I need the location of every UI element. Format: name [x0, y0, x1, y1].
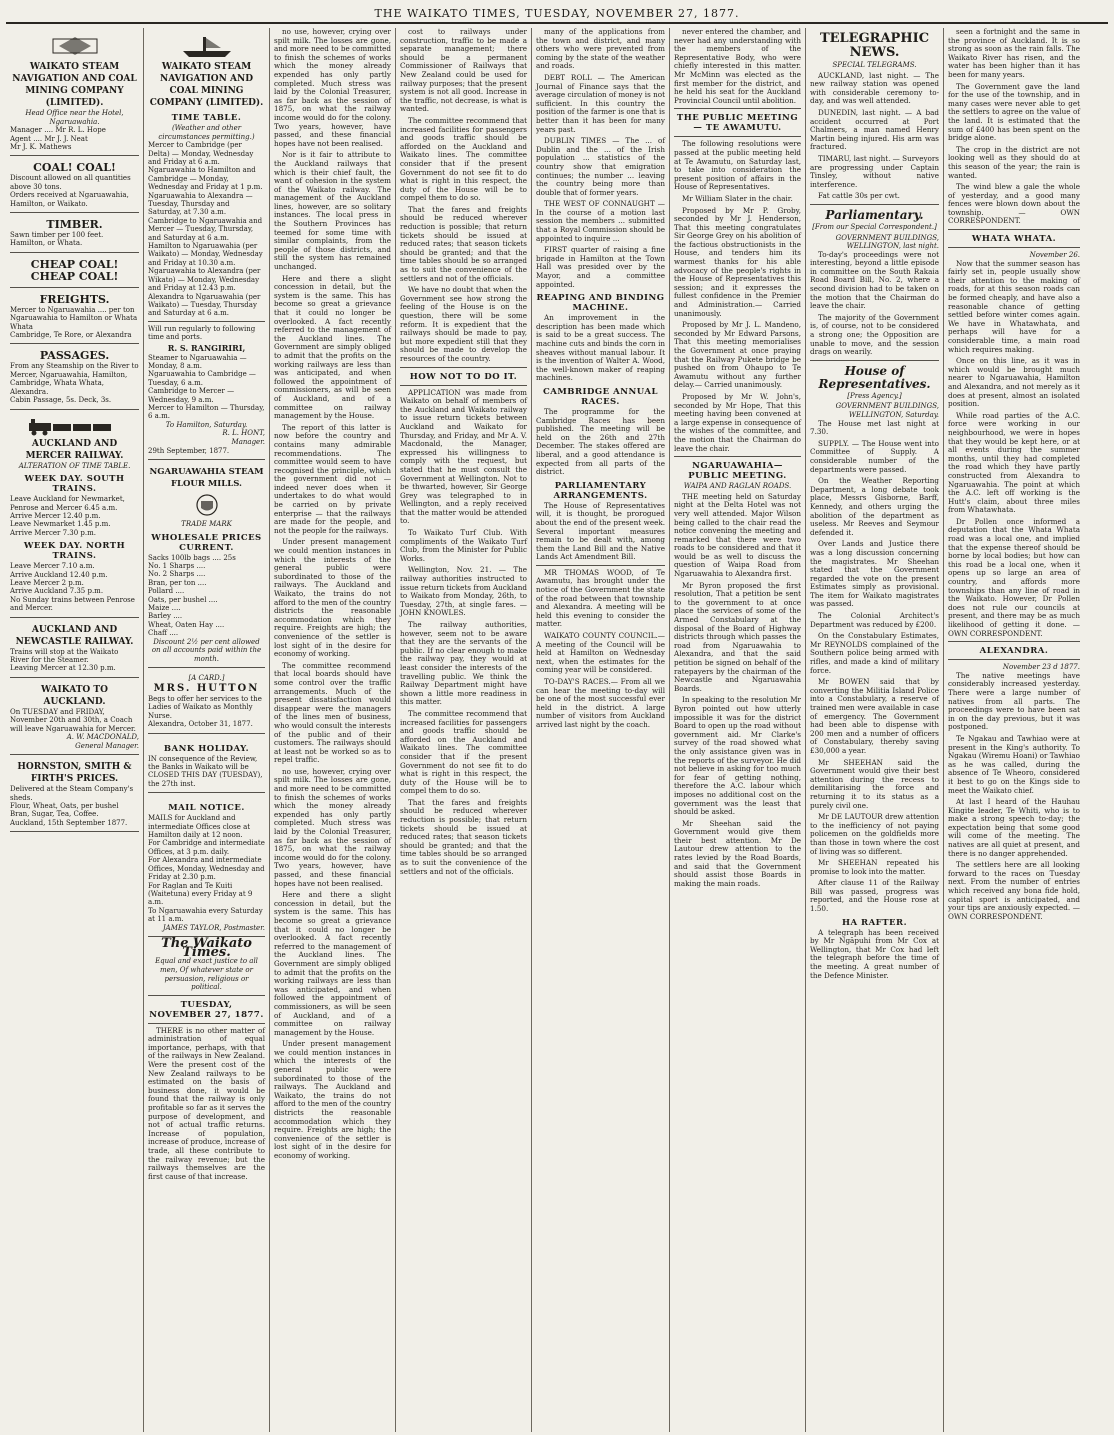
rafter-heading: HA RAFTER. [841, 917, 908, 928]
passage-line: Cabin Passage, 5s. Deck, 3s. [10, 396, 112, 405]
price-line: Chaff .... [148, 629, 179, 638]
news-paragraph: DEBT ROLL — The American Journal of Finance says that the average circulation of money is not sufficient. In this country the position of the farmer is one that is better than it has been for many years past. [536, 72, 665, 134]
nav-title: WAIKATO STEAM NAVIGATION AND COAL MINING COMPANY (LIMITED). [149, 62, 264, 108]
card-label: [A CARD.] [188, 674, 225, 683]
column-7 [806, 28, 944, 1432]
news-paragraph: many of the applications from the town and district, and many others who were prevented from coming by the state of the weather and roads. [536, 28, 665, 71]
column-5 [532, 28, 670, 1432]
news-paragraph: The House met last night at 7.30. [810, 418, 939, 437]
news-paragraph: Mr DE LAUTOUR drew attention to the inefficiency of not paying policemen on the goldfields more than those in town where the cost of living was so different. [810, 812, 939, 856]
price-line: Maize .... [148, 604, 181, 612]
railway-ad [10, 413, 139, 618]
train-line: Arrive Auckland 12.40 p.m. [10, 570, 108, 579]
news-paragraph: Mr Sheehan said the Government would give them their best attention. Mr De Lautour drew attention to the rates levied by the Road Boards, and said that the Government should assist those Boards in making the main roads. [674, 818, 801, 888]
timetable-line: Ngaruawahia to Alexandra — Tuesday, Thursday and Saturday, at 7.30 a.m. [148, 191, 253, 217]
wholesale-heading: WHOLESALE PRICES CURRENT. [151, 532, 262, 553]
mail-line: For Raglan and Te Kuiti (Waitetuna) every Friday at 9 a.m. [148, 881, 253, 907]
price-line: Pollard .... [148, 587, 185, 596]
train-line: Arrive Auckland 7.35 p.m. [10, 587, 104, 596]
news-paragraph: seen a fortnight and the same in the province of Auckland. It is so strong as soon as the rain falls. The Waikato River has risen, and the water has been higher than it has been for many years. [948, 28, 1080, 79]
editorial-paragraph: no use, however, crying over spilt milk. The losses are gone, and more need to be committed to finish the schemes of works which the money already expended has only partly completed. Much stress was laid by the Colonial Treasurer, as far back as the session of 1875, on what the railway income would do for the colony. Two years, however, have passed, and these financial hopes have not been realised. [274, 28, 391, 148]
weekday-north-heading: WEEK DAY. NORTH TRAINS. [23, 541, 126, 562]
public-meeting-heading: THE PUBLIC MEETING— TE AWAMUTU. [676, 113, 799, 134]
railway-sub: ALTERATION OF TIME TABLE. [18, 461, 131, 470]
freight-title: FREIGHTS. [39, 292, 110, 306]
steam-nav-line: Mr J. K. Mathews [10, 143, 72, 151]
price-line: Wheat, Oaten Hay .... [148, 620, 225, 629]
timetable-ad [148, 28, 265, 460]
price-line: No. 1 Sharps .... [148, 561, 206, 570]
price-line: Barley .... [148, 612, 183, 621]
trade-mark: TRADE MARK [181, 519, 232, 528]
news-paragraph: While road parties of the A.C. force were working in our neighbourhood, we were in hopes that they would be kept here, or at all events during the summer months, until they had completed the road which they have partly constructed from Alexandra to Ngaruawahia. The point at which the A.C. left off working is the Hutt's claim, about three miles from Whatawhata. [948, 410, 1080, 515]
price-line: Sacks 100lb bags .... 25s [148, 553, 236, 562]
news-paragraph: TO-DAY'S RACES.— From all we can hear the meeting to-day will be one of the most successful ever held in the district. A large number of visitors from Auckland arrived last night by the coach. [536, 677, 665, 729]
column-3 [270, 28, 396, 1432]
article-paragraph: To Waikato Turf Club. With compliments of the Waikato Turf Club, from the Minister for Public Works. [400, 528, 527, 563]
parliamentary-subheading: [From our Special Correspondent.] [812, 222, 937, 231]
hutton-line: Begs to offer her services to the Ladies of Waikato as Monthly Nurse. [148, 695, 262, 720]
dateline: WELLINGTON, last night. [846, 242, 939, 251]
route-line: Ngaruawahia to Cambridge — Tuesday, 6 a.m. [148, 370, 256, 387]
resolution: Proposed by Mr P. Groby, seconded by Mr J. Henderson, That this meeting congratulates Sir George Grey on his abolition of the factious obstructionists in the House, and tenders him its warmest thanks for his able advocacy of the people's rights in the House of Representatives this session; and it expresses the fullest confidence in the Premier and Administration.— Carried unanimously. [674, 205, 801, 318]
train-line: Leave Mercer 7.10 a.m. [10, 562, 95, 571]
news-paragraph: Mr SHEEHAN said the Government would give their best attention during the recess to demilitarising the force and returning it to its status as a purely civil one. [810, 757, 939, 810]
news-paragraph: On the Weather Reporting Department, a long debate took place, Messrs Gisborne, Barff, Kennedy, and others urging the abolition of the department as useless. Mr Reeves and Seymour defended it. [810, 476, 939, 537]
mail-signature: JAMES TAYLOR, Postmaster. [162, 923, 265, 932]
flour-title: NGARUAWAHIA STEAM FLOUR MILLS. [149, 466, 264, 489]
article-paragraph: The railway authorities, however, seem not to be aware that they are the servants of the public. If no clear enough to make the railway pay, they would at least consider the interests of the travelling public. We think the Railway Department might have shown a little more readiness in this matter. [400, 620, 527, 707]
timetable-title: TIME TABLE. [171, 113, 242, 123]
news-paragraph: MR THOMAS WOOD, of Te Awamutu, has brought under the notice of the Government the state of the road between that township and Alexandra. A meeting will be held this evening to consider the matter. [536, 567, 665, 629]
hamilton-note: To Hamilton, Saturday. [165, 420, 248, 429]
newcastle-line: Leaving Mercer at 12.30 p.m. [10, 664, 116, 673]
price-line: Oats, per bushel .... [148, 595, 218, 604]
route-line: Steamer to Ngaruawahia — Monday, 8 a.m. [148, 353, 247, 370]
news-paragraph: The House of Representatives will, it is thought, be prorogued about the end of the present week. Several important measures remain to be dealt with, among them the Land Bill and the Native Lands Act Amendment Bill. [536, 500, 665, 562]
article-paragraph: The committee recommend that increased facilities for passengers and goods traffic should be afforded on the Auckland and Waikato lines. The committee consider that if the present Government do not see fit to do what is right in this respect, the duty of the House will be to compel them to do so. [400, 115, 527, 203]
bank-title: BANK HOLIDAY. [163, 743, 250, 754]
hornston-line: Delivered at the Steam Company's sheds. [10, 785, 134, 802]
alexandra-heading: ALEXANDRA. [979, 646, 1049, 657]
crest-icon [45, 33, 105, 59]
news-paragraph: Dr Pollen once informed a deputation that the Whata Whata road was a local one, and implied that the expense thereof should be borne by local bodies; but how can this road be a local one, when it opens up so large an area of country, and affords more townships than any line of road in the Waikato. However, Dr Pollen does not rule our councils at present, and there may be as much likelihood of getting it done. — OWN CORRESPONDENT. [948, 516, 1080, 638]
column-2 [144, 28, 270, 1432]
timber-ad [10, 216, 139, 253]
ngaruawahia-meeting-heading: NGARUAWAHIA—PUBLIC MEETING. [688, 461, 787, 482]
route-line: Mercer to Hamilton — Thursday, 6 a.m. [148, 403, 265, 421]
manager-date: 29th September, 1877. [148, 446, 230, 455]
article-paragraph: That the fares and freights should be reduced wherever reduction is possible; that return tickets should be issued at reduced rates; that season tickets should be granted; and that the time tables should be so arranged as to suit the convenience of the settlers and not of the officials. [400, 204, 527, 283]
article-paragraph: That the fares and freights should be reduced wherever reduction is possible; that return tickets should be issued at reduced rates; that season tickets should be granted; and that the time tables should be so arranged as to suit the convenience of the settlers and not of the officials. [400, 797, 527, 876]
newcastle-ad [10, 621, 139, 678]
column-1 [6, 28, 144, 1432]
hornston-line: Flour, Wheat, Oats, per bushel [10, 802, 119, 810]
train-line: Arrive Mercer 7.30 p.m. [10, 528, 96, 537]
column-4 [396, 28, 532, 1432]
timetable-line: Mercer to Cambridge (per Delta) — Monday, Wednesday and Friday at 6 a.m. [148, 141, 254, 166]
hornston-line: Auckland, 15th September 1877. [10, 818, 128, 827]
hutton-line: Alexandra, October 31, 1877. [148, 720, 253, 729]
to-auckland-line: On TUESDAY and FRIDAY, November 20th and 30th, a Coach will leave Ngaruawahia for Mercer. [10, 707, 136, 733]
ship-icon [177, 33, 237, 59]
timetable-line: Ngaruawahia to Alexandra (per Wikato) — Monday, Wednesday and Friday at 12.43 p.m. [148, 267, 261, 293]
dateline: November 26. [1029, 251, 1080, 260]
coal-ad [10, 159, 139, 213]
news-paragraph: Mr BOWEN said that by converting the Militia Island Police into a Constabulary, a reserve of trained men were available in case of emergency. The Government had been able to dispense with 200 men and a number of officers of Constabulary, thereby saving £30,000 a year. [810, 677, 939, 755]
news-paragraph: After clause 11 of the Railway Bill was passed, progress was reported, and the House rose at 1.50. [810, 878, 939, 914]
telegram: TIMARU, last night. — Surveyors are progressing under Captain Tinsley, without native interference. [810, 153, 939, 189]
steam-nav-ad [10, 28, 139, 156]
waipa-subheading: WAIPA AND RAGLAN ROADS. [683, 482, 792, 491]
news-paragraph: DUBLIN TIMES — The ... of Dublin and the ... of the Irish population ... statistics of the country show that emigration continues; the number ... leaving the country being more than double that of former years. [536, 136, 665, 197]
masthead: THE WAIKATO TIMES, TUESDAY, NOVEMBER 27, 1877. [6, 6, 1108, 24]
timetable-line: Cambridge to Ngaruawahia and Mercer — Tuesday, Thursday, and Saturday at 6 a.m. [148, 216, 263, 242]
timetable-line: Ngaruawahia to Hamilton and Cambridge — Monday, Wednesday and Friday at 1 p.m. [148, 166, 263, 192]
paper-motto: Equal and exact justice to all men, Of whatever state or persuasion, religious or political. [155, 957, 258, 992]
editorial-paragraph: Under present management we could mention instances in which the interests of the general public were subordinated to those of the railways. The Auckland and Waikato, the trains do not afford to the men of the country districts the reasonable accommodation which they require. Freights are high; the convenience of the settler is lost sight of in the desire for economy of working. [274, 1039, 391, 1160]
steam-nav-title: WAIKATO STEAM NAVIGATION AND COAL MINING COMPANY (LIMITED). [12, 62, 137, 108]
macdonald-role: General Manager. [75, 741, 139, 750]
editorial-paragraph: The committee recommend that local boards should have some control over the traffic arrangements. Much of the present dissatisfaction would disappear were the managers of the lines men of business, who would consult the interests of the public and of their customers. The railways should at least not be worked so as to repel traffic. [274, 660, 391, 765]
newcastle-line: Trains will stop at the Waikato River for the Steamer. [10, 647, 119, 664]
news-paragraph: Once on this line, as it was in which would be brought much nearer to Ngaruawahia, Hamilton and Alexandra, and not merely as it does at present, almost an isolated position. [948, 356, 1080, 409]
royal-arms-icon [177, 492, 237, 518]
resolution: Proposed by Mr W. John's, seconded by Mr Hope, That this meeting having been convened at a large expense in consequence of the wishes of the committee, and the motion that the Chairman do leave the chair. [674, 391, 801, 453]
dateline: GOVERNMENT BUILDINGS, [835, 233, 939, 242]
editorial-paragraph: Under present management we could mention instances in which the interests of the general public were subordinated to those of the railways. The Auckland and Waikato, the trains do not afford to the men of the country districts the reasonable accommodation which they require. Freights are high; the convenience of the settler is lost sight of in the desire for economy of working. [274, 537, 391, 659]
train-line: Leave Newmarket 1.45 p.m. [10, 520, 111, 529]
coal-line: Orders received at Ngaruawahia, Hamilton, or Waikato. [10, 191, 129, 208]
news-paragraph: THE meeting held on Saturday night at the Delta Hotel was not very well attended. Major Wilson being called to the chair read the notice convening the meeting and remarked that there were two roads to be considered and that it would be as well to discuss the question of Waipa Road from Ngaruawahia to Alexandra first. [674, 491, 801, 579]
train-line: Leave Auckland for Newmarket, Penrose and Mercer 6.45 a.m. [10, 495, 125, 512]
mail-notice [148, 796, 265, 937]
train-icon [25, 418, 125, 436]
editorial-paragraph: no use, however, crying over spilt milk. The losses are gone, and more need to be committed to finish the schemes of works which the money already expended has only partly completed. Much stress was laid by the Colonial Treasurer, as far back as the session of 1875, on what the railway income would do for the colony. Two years, however, have passed, and these financial hopes have not been realised. [274, 766, 391, 888]
to-auckland-ad [10, 681, 139, 755]
news-paragraph: The Government gave the land for the use of the township, and in many cases were never able to get the settlers to agree on the value of the land. It is estimated that the sum of £400 has been spent on the bridge alone. [948, 81, 1080, 143]
article-paragraph: Wellington, Nov. 21. — The railway authorities instructed to issue return tickets from Auckland to Waikato from Monday, 26th, to Tuesday, 27th, at single fares. — JOHN KNOWLES. [400, 565, 527, 618]
hornston-title: HORNSTON, SMITH & FIRTH'S PRICES. [17, 762, 132, 785]
editorial-paragraph: The report of this latter is now before the country and contains many admirable recommendations. The committee would seem to have recognised the principle, which the government did not — indeed never does when it undertakes to do what would be carried on by private enterprise — that the railways are made for the people, and not the people for the railways. [274, 422, 391, 535]
steam-nav-line: Agent .... Mr J. J. Neat [10, 134, 88, 143]
rangiriri-name: R. S. RANGIRIRI, [167, 342, 246, 353]
mail-line: For Cambridge and intermediate Offices, at 3 p.m. daily. [148, 839, 265, 856]
resolution: Mr William Slater in the chair. [682, 193, 793, 203]
news-paragraph: The native meetings have considerably increased yesterday. There were a large number of natives from all parts. The proceedings were to have been sat in on the day previous, but it was postponed. [948, 670, 1080, 732]
steam-nav-office: Head Office near the Hotel, Ngaruawahia. [25, 109, 124, 126]
route-line: Cambridge to Mercer — Wednesday, 9 a.m. [148, 387, 235, 404]
press-agency: [Press Agency.] [847, 391, 902, 400]
steam-nav-line: Manager .... Mr R. L. Hope [10, 126, 106, 135]
article-paragraph: APPLICATION was made from Waikato on behalf of members of the Auckland and Waikato railway to issue return tickets between Auckland and Waikato for Thursday, and Friday, and Mr A. V. Macdonald, the Manager, expressed his willingness to comply with the request, but stated that he must consult the Government at Wellington. Not to be thwarted, however, Sir George Grey was telegraphed to in Wellington, and a reply received that the matter would be attended to. [400, 387, 527, 526]
news-paragraph: At last I heard of the Hauhau Kingite leader, Te Whiti, who is to make a strong speech to-day; the expectation being that some good will come of the meeting. The natives are all quiet at present, and there is no danger apprehended. [948, 797, 1080, 858]
railway-title: AUCKLAND AND MERCER RAILWAY. [25, 438, 124, 461]
news-paragraph: SUPPLY. — The House went into Committee of Supply. A considerable number of the departments were passed. [810, 438, 939, 474]
news-paragraph: FIRST quarter of raising a fine brigade in Hamilton at the Town Hall was presided over by the Mayor, and a committee appointed. [536, 245, 665, 289]
news-paragraph: The following resolutions were passed at the public meeting held at Te Awamutu, on Saturday last, to take into consideration the present position of affairs in the House of Representatives. [674, 139, 801, 192]
dateline: November 23 d 1877. [1002, 663, 1080, 672]
news-paragraph: Mr Byron proposed the first resolution, That a petition be sent to the government to at once place the services of some of the Armed Constabulary at the disposal of the Board of Highway districts through which passes the road from Ngaruawahia to Alexandra, and that the said petition be signed on behalf of the ratepayers by the chairman of the Newcastle and Ngaruawahia Boards. [674, 580, 801, 693]
news-paragraph: WAIKATO COUNTY COUNCIL.— A meeting of the Council will be held at Hamilton on Wednesday next, when the estimates for the coming year will be considered. [536, 631, 665, 675]
timber-line: Hamilton, or Whata. [10, 239, 83, 248]
news-paragraph: The Colonial Architect's Department was reduced by £200. [810, 611, 939, 629]
column-6 [670, 28, 806, 1432]
article-paragraph: cost to railways under construction, traffic to be made a separate management; there should be a permanent Commissioner of Railways that New Zealand could be used for railway purposes; that the present system is not all good. Increase in the traffic, not decrease, is what is wanted. [400, 28, 527, 114]
manager-name: R. L. HONT, [222, 429, 265, 438]
bank-text: IN consequence of the Review, the Banks in Waikato will be CLOSED THIS DAY (TUESDAY), the 27th inst. [148, 754, 263, 788]
timber-title: TIMBER. [46, 218, 103, 232]
news-paragraph: The settlers here are all looking forward to the races on Tuesday next. From the number of entries which received any bona fide hold, capital sport is anticipated, and your tips are anxiously expected. — OWN CORRESPONDENT. [948, 860, 1080, 921]
passage-line: From any Steamship on the River to Mercer, Ngaruawahia, Hamilton, Cambridge, Whata Whata, Alexandra. [10, 362, 139, 396]
cheap-coal-ad [10, 256, 139, 288]
price-line: No. 2 Sharps .... [148, 570, 206, 579]
price-line: Bran, per ton .... [148, 578, 207, 587]
freight-line: Cambridge, Te Rore, or Alexandra [10, 331, 132, 340]
freight-line: Ngaruawahia to Hamilton or Whata Whata [10, 314, 138, 331]
timetable-line: Hamilton to Ngaruawahia (per Waikato) — Monday, Wednesday and Friday at 10.30 a.m. [148, 242, 263, 267]
news-paragraph: The programme for the Cambridge Races has been published. The meeting will be held on the 26th and 27th December. The stakes offered are liberal, and a good attendance is expected from all parts of the district. [536, 406, 665, 477]
flour-mills-ad [148, 463, 265, 668]
news-paragraph: The majority of the Government is, of course, not to be considered a strong one; the Opposition are unable to move, and the session drags on wearily. [810, 312, 939, 357]
timetable-note: (Weather and other circumstances permitting.) [158, 124, 255, 141]
telegraphic-subheading: SPECIAL TELEGRAMS. [832, 61, 917, 69]
news-paragraph: Mr SHEEHAN repeated his promise to look into the matter. [810, 858, 939, 876]
cheap-coal-title: CHEAP COAL! CHEAP COAL! [30, 257, 119, 283]
telegram: Fat cattle 30s per cwt. [818, 191, 900, 201]
editorial-paragraph: Nor is it fair to attribute to the Auckland railways that which is their chief fault, the want of cohesion in the system of the Waikato railway. The management of the Auckland lines, however, are so solitary instances. The local press in the Southern Provinces has teemed for some time with similar complaints, from the people of those districts, and still the system has remained unchanged. [274, 150, 391, 272]
news-paragraph: A telegraph has been received by Mr Ngāpuhi from Mr Cox at Wellington, that Mr Cox had left the telegraph before the time of the meeting. A great number of the Defence Minister. [810, 927, 939, 980]
manager-role: Manager. [231, 437, 265, 446]
bank-holiday-notice [148, 737, 265, 794]
mail-title: MAIL NOTICE. [168, 803, 245, 814]
freight-line: Mercer to Ngaruawahia .... per ton [10, 305, 135, 314]
parliament-heading: PARLIAMENTARY ARRANGEMENTS. [553, 480, 648, 501]
mail-line: For Alexandra and intermediate Offices, Monday, Wednesday and Friday at 2.30 p.m. [148, 856, 265, 882]
article-paragraph: We have no doubt that when the Government see how strong the feeling of the House is on the question, there will be some reform. It is expedient that the railways should be made to pay, but more expedient still that they should be made to develop the resources of the country. [400, 285, 527, 363]
news-paragraph: never entered the chamber, and never had any understanding with the members of the Representative Body, who were chiefly interested in this matter. Mr McMinn was elected as the first member for the district, and he held his seat for the Auckland Provincial Council until abolition. [674, 28, 801, 105]
whata-whata-heading: WHATA WHATA. [971, 234, 1057, 245]
column-8 [944, 28, 1084, 1432]
telegram: AUCKLAND, last night. — The new railway station was opened with considerable ceremony to-day, and was well attended. [810, 70, 939, 106]
dateline: GOVERNMENT BUILDINGS, WELLINGTON, Saturday. [835, 402, 939, 419]
editorial-paragraph: THERE is no other matter of administration of equal importance, perhaps, with that of the railways in New Zealand. Were the present cost of the New Zealand railways to be estimated on the basis of business done, it would be found that the railway is only profitable so far as it serves the purpose of development, and not of actual traffic returns. Increase of population, increase of produce, increase of trade, all these contribute to the railway revenue; but the railways themselves are the first cause of that increase. [148, 1025, 266, 1181]
hutton-card [148, 671, 265, 733]
timber-line: Sawn timber per 100 feet. [10, 231, 104, 240]
coal-title: COAL! COAL! [33, 161, 116, 175]
editorial-paragraph: Here and there a slight concession in detail, but the system is the same. This has become so great a grievance that it could no longer be overlooked. A fact recently referred to the management of the Auckland lines. The Government are simply obliged to admit that the profits on the working railways are less than was anticipated, and when followed the appointment of commissioners, as will be seen of Auckland, and of a committee on railway management by the House. [274, 890, 391, 1037]
news-paragraph: Te Ngakau and Tawhiao were at present in the King's authority. To Ngakau (Wiremu Hoani) or Tawhiao as he was called, during the absence of Te Wheoro, considered it best to go on the Kings side to meet the Waikato chief. [948, 733, 1080, 795]
rangiriri-line: Will run regularly to following time and ports. [148, 324, 256, 342]
news-paragraph: In speaking to the resolution Mr Byron pointed out how utterly impossible it was for the district Board to open up the road without government aid. Mr Clarke's survey of the road showed what the only assistance given was in the reports of the surveyor. He did not believe in asking for too much for fear of getting nothing, therefore the A.C. labour which imposes no additional cost on the government was the least that should be asked. [674, 695, 801, 817]
weekday-south-heading: WEEK DAY. SOUTH TRAINS. [24, 474, 125, 495]
editorial-paragraph: Here and there a slight concession in detail, but the system is the same. This has become so great a grievance that it could no longer be overlooked. A fact recently referred to the management of the Auckland lines. The Government are simply obliged to admit that the profits on the working railways are less than was anticipated, and when followed the appointment of commissioners, as will be seen of Auckland, and of a committee on railway management by the House. [274, 273, 391, 421]
coal-line: Discount allowed on all quantities above 30 tons. [10, 174, 131, 191]
reaping-heading: REAPING AND BINDING MACHINE. [536, 293, 665, 314]
macdonald-name: A. W. MACDONALD, [66, 733, 139, 741]
news-paragraph: THE WEST OF CONNAUGHT — In the course of a motion last session the members ... submitted that a Royal Commission should be appointed to inquire ... [536, 199, 665, 243]
hornston-line: Bran, Sugar, Tea, Coffee. [10, 810, 99, 819]
train-line: Leave Mercer 2 p.m. [10, 578, 84, 587]
passage-title: PASSAGES. [39, 349, 110, 363]
paper-title: The Waikato Times. [161, 936, 252, 960]
how-not-heading: HOW NOT TO DO IT. [409, 371, 518, 382]
news-paragraph: To-day's proceedings were not interesting, beyond a little episode in committee on the South Rakaia Road Board Bill, No. 2, where a second division had to be taken on the motion that the Chairman do leave the chair. [810, 249, 939, 311]
parliamentary-heading: Parliamentary. [825, 207, 924, 222]
news-paragraph: Over Lands and Justice there was a long discussion concerning the magistrates. Mr Sheehan stated that the Government regarded the vote on the present Estimates simply as provisional. The item for Waikato magistrates was passed. [810, 539, 939, 609]
article-paragraph: The committee recommend that increased facilities for passengers and goods traffic should be afforded on the Auckland and Waikato lines. The committee consider that if the present Government do not see fit to do what is right in this respect, the duty of the House will be to compel them to do so. [400, 708, 527, 796]
newcastle-title: AUCKLAND AND NEWCASTLE RAILWAY. [15, 624, 134, 647]
hornston-ad [10, 758, 139, 832]
mail-line: To Ngaruawahia every Saturday at 11 a.m. [148, 906, 263, 924]
discount-note: Discount 2½ per cent allowed on all accounts paid within the month. [151, 637, 262, 663]
editorial-date: TUESDAY, NOVEMBER 27, 1877. [149, 999, 264, 1020]
sunday-note: No Sunday trains between Penrose and Mercer. [10, 595, 135, 613]
cambridge-races-heading: CAMBRIDGE ANNUAL RACES. [543, 386, 658, 407]
telegraphic-heading: TELEGRAPHIC NEWS. [819, 31, 930, 60]
timetable-line: Alexandra to Ngaruawahia (per Waikato) — Tuesday, Thursday and Saturday at 6 a.m. [148, 292, 261, 318]
resolution: Proposed by Mr J. L. Mandeno, seconded by Mr Edward Parsons, That this meeting memorialises the Government at once praying that the Railway Pukete bridge be pushed on from Ohaupo to Te Awamutu without any further delay.— Carried unanimously. [674, 320, 801, 390]
news-paragraph: The crop in the district are not looking well as they should do at this season of the year; the rain is wanted. [948, 144, 1080, 180]
news-paragraph: An improvement in the description has been made which is said to be a great success. The machine cuts and binds the corn in sheaves without manual labour. It is the invention of Walter A. Wood, the well-known maker of reaping machines. [536, 313, 665, 383]
news-paragraph: Now that the summer season has fairly set in, people usually show their attention to the making of roads, for at this season roads can be formed cheaply, and have also a reasonable chance of getting settled before winter comes again. We have in Whatawhata, and perhaps will have for a considerable time, a main road which requires making. [948, 258, 1080, 354]
mail-line: MAILS for Auckland and intermediate Offices close at Hamilton daily at 12 noon. [148, 814, 251, 840]
passage-ad [10, 347, 139, 409]
telegram: DUNEDIN, last night. — A bad accident occurred at Port Chalmers, a man named Henry Martin being injured. His arm was fractured. [810, 107, 939, 152]
train-line: Arrive Mercer 12.40 p.m. [10, 511, 101, 520]
house-heading: House of Representatives. [818, 363, 931, 391]
news-paragraph: The wind blew a gale the whole of yesterday, and a good many fences were blown down about the township. — OWN CORRESPONDENT. [948, 182, 1080, 226]
hutton-name: MRS. HUTTON [153, 683, 260, 694]
freight-ad [10, 291, 139, 345]
news-paragraph: On the Constabulary Estimates, Mr REYNOLDS complained of the Southern police being armed with rifles, and made a kind of military force. [810, 631, 939, 675]
to-auckland-title: WAIKATO TO AUCKLAND. [41, 684, 108, 707]
